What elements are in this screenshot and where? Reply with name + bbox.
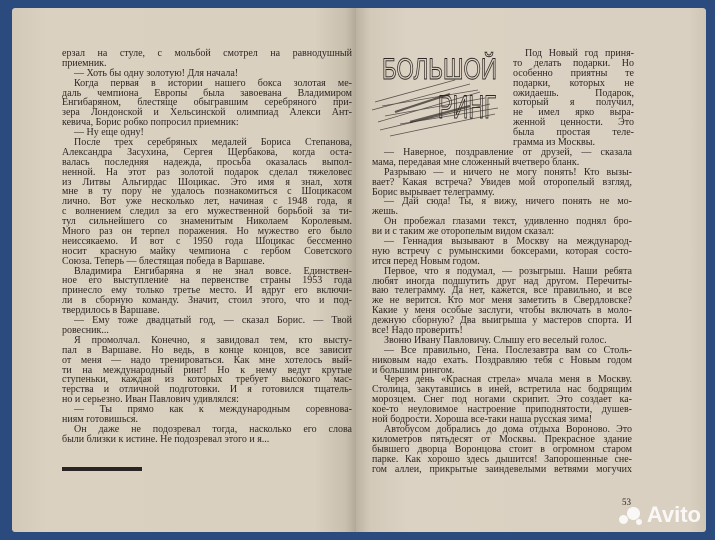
watermark-text: Avito bbox=[646, 502, 701, 527]
text-line: кевича, Борис робко попросил приемник: bbox=[62, 117, 239, 129]
text-line: Александра Засухина, Сергея Щербакова, когда оста- bbox=[62, 146, 352, 158]
text-line: ваю телеграмму. Да нет, кажется, все правильно, и все bbox=[372, 285, 632, 297]
text-line: неиссякаемо. И вот с 1950 года Шоцикас бессменно bbox=[62, 235, 352, 247]
text-line: Енгибаряном, блестяще обыгравшим серебряного при- bbox=[62, 97, 352, 109]
text-line: валась последняя надежда, просьба оказалась выпол- bbox=[62, 156, 352, 168]
text-line: Разрываю — и ничего не могу понять! Кто вызы- bbox=[384, 166, 632, 178]
text-line: женной ценности. Это bbox=[513, 117, 634, 129]
text-line: твердилось в Варшаве. bbox=[62, 305, 160, 317]
text-line: дежную сборную? Два выигрыша у мастеров спорта. И bbox=[372, 315, 632, 327]
text-line: который я получил, bbox=[513, 97, 634, 109]
text-line: ли в сборную команду. Значит, стоил этого, что и под- bbox=[62, 295, 352, 307]
right-page bbox=[356, 8, 706, 532]
text-line: не имел ярко выра- bbox=[513, 107, 634, 119]
avito-logo-icon bbox=[619, 505, 643, 525]
title-line-2: РИНГ bbox=[438, 89, 496, 125]
text-line: ожидаешь. Подарок, bbox=[513, 87, 634, 99]
text-line: парке. Как хорошо здесь дышится! Запорошенные сне- bbox=[372, 453, 632, 465]
text-line: лично. Вот уже несколько лет, начиная с 1948 года, я bbox=[62, 196, 352, 208]
text-line: с волнением следил за его мужественной борьбой за ти- bbox=[62, 206, 352, 218]
text-line: Много раз он терпел поражения. Но мужество его было bbox=[62, 226, 352, 238]
text-line: Борис вырывает телеграмму. bbox=[372, 186, 495, 198]
text-line: грамма из Москвы. bbox=[513, 137, 595, 149]
text-line: — Ты прямо как к международным соревнова- bbox=[74, 404, 352, 416]
text-line: — Дай сюда! Ты, я вижу, ничего понять не мо- bbox=[384, 196, 632, 208]
text-line: Столица, закутавшись в иней, встретила нас бодрящим bbox=[372, 384, 632, 396]
text-line: из Литвы Альгирдас Шоцикас. Это имя я знал, хотя bbox=[62, 176, 352, 188]
text-line: Какие у меня особые заслуги, чтобы включать в моло- bbox=[372, 305, 632, 317]
text-line: принесло ему только третье место. И вдруг его включи- bbox=[62, 285, 352, 297]
text-line: Первое, что я подумал, — розыгрыш. Наши ребята bbox=[384, 265, 632, 277]
text-line: Звоню Ивану Павловичу. Слышу его веселый голос. bbox=[384, 334, 607, 346]
text-line: Владимира Енгибаряна я не знал вовсе. Единствен- bbox=[74, 265, 352, 277]
text-line: морозцем. Снег под ногами скрипит. Это создает ка- bbox=[372, 394, 632, 406]
text-line: Под Новый год приня- bbox=[525, 48, 634, 59]
text-line: — Хоть бы одну золотую! Для начала! bbox=[74, 67, 239, 79]
text-line: все! Надо проверить! bbox=[372, 325, 463, 337]
text-line: приемник. bbox=[62, 57, 107, 69]
text-line: но и серьезно. Иван Павлович удивлялся: bbox=[62, 394, 239, 406]
text-line: — Все правильно, Гена. Послезавтра вам со Столь- bbox=[384, 344, 632, 356]
text-line: жешь. bbox=[372, 206, 398, 218]
text-line: зера Лондонской и Хельсинской олимпиад Алекси Ант- bbox=[62, 107, 352, 119]
text-line: то делать подарки. Но bbox=[513, 57, 634, 69]
text-line: была простая теле- bbox=[513, 127, 634, 139]
text-line: — Наверное, поздравление от друзей, — сказала bbox=[384, 147, 632, 158]
text-line: носит красную майку чемпиона с гербом Советского bbox=[62, 245, 352, 257]
text-line: — Геннадия вызывают в Москву на международ- bbox=[384, 236, 632, 248]
text-line: любят иногда подшутить друг над другом. Перечиты- bbox=[372, 275, 632, 287]
text-line: были близки к истине. Не подозревал этого и я... bbox=[62, 433, 270, 445]
text-line: — Ему тоже двадцатый год, — сказал Борис. — Твой bbox=[74, 315, 352, 327]
text-line: Через день «Красная стрела» мчала меня в Москву. bbox=[384, 374, 632, 386]
text-line: от меня — надо тренироваться. Как мне хотелось вый- bbox=[62, 354, 352, 366]
text-line: пал в Варшаве. Но ведь, в конце концов, все зависит bbox=[62, 344, 352, 356]
right-page-text bbox=[372, 148, 632, 474]
text-line: вает? Какая встреча? Увидев мой оторопелый взгляд, bbox=[372, 176, 632, 188]
text-line: Он даже не подозревал тогда, насколько его слова bbox=[74, 423, 352, 435]
right-page-intro-text bbox=[513, 49, 634, 148]
text-line: кое-то неуловимое настроение приподнятости, душев- bbox=[372, 404, 632, 416]
text-line: никовым надо ехать. Поздравляю тебя с Новым годом bbox=[372, 354, 632, 366]
text-line: ной бодрости. Хороша все-таки наша русская зима! bbox=[372, 414, 593, 426]
text-line: даль чемпиона Европы была завоевана Владимиром bbox=[62, 87, 352, 99]
text-line: мне в ту пору не удалось познакомиться с Шоцикасом bbox=[62, 186, 352, 198]
text-line: подарки, которых не bbox=[513, 77, 634, 89]
page-number: 53 bbox=[622, 497, 631, 507]
text-line: ненной. На этот раз золотой подарок сделал тяжеловес bbox=[62, 166, 352, 178]
text-line: ровесник... bbox=[62, 324, 109, 336]
text-line: ится перед Новым годом. bbox=[372, 255, 480, 267]
text-line: ти на международный ринг! Но к нему ведут крутые bbox=[62, 364, 352, 376]
text-line: ерзал на стуле, с мольбой смотрел на равнодушный bbox=[62, 48, 352, 59]
text-line: гом аллеи, прикрытые заиндевелыми ветвями могучих bbox=[372, 463, 632, 475]
text-line: ниям готовишься. bbox=[62, 413, 138, 425]
text-line: мама, передавая мне сложенный вчетверо бланк. bbox=[372, 156, 580, 168]
chapter-title-art bbox=[360, 32, 537, 142]
text-line: ную встречу с румынскими боксерами, которая состо- bbox=[372, 245, 632, 257]
text-line: — Ну еще одну! bbox=[74, 127, 144, 139]
text-line: После трех серебряных медалей Бориса Степанова, bbox=[74, 137, 352, 149]
text-line: Когда первая в истории нашего бокса золотая ме- bbox=[74, 77, 352, 89]
text-line: Автобусом добрались до дома отдыха Вороново. Это bbox=[384, 423, 632, 435]
text-line: километров пятьдесят от Москвы. Прекрасное здание bbox=[372, 433, 632, 445]
avito-watermark bbox=[619, 502, 701, 528]
text-line: ступеньки, каждая из которых требует высокого мас- bbox=[62, 374, 352, 386]
title-line-1: БОЛЬШОЙ bbox=[382, 53, 537, 86]
text-line: и большим рингом. bbox=[372, 364, 455, 376]
left-page bbox=[12, 8, 356, 532]
text-line: ное его выступление на первенстве страны 1953 года bbox=[62, 275, 352, 287]
text-line: Я промолчал. Конечно, я завидовал тем, кто высту- bbox=[74, 334, 352, 346]
text-line: же не верится. Кто мог меня заметить в Свердловске? bbox=[372, 295, 632, 307]
text-line: Союза. Теперь — блестящая победа в Варшаве. bbox=[62, 255, 265, 267]
text-line: Он пробежал глазами текст, удивленно поднял бро- bbox=[384, 216, 632, 228]
section-end-rule bbox=[62, 467, 142, 471]
text-line: особенно приятны те bbox=[513, 67, 634, 79]
left-page-text bbox=[62, 49, 352, 445]
text-line: тул сильнейшего со знаменитым Николаем Королевым. bbox=[62, 216, 352, 228]
text-line: ви и с таким же оторопелым видом сказал: bbox=[372, 226, 555, 238]
text-line: терства и отличной подготовки. И я готовился тщатель- bbox=[62, 384, 352, 396]
text-line: бывшего дворца Воронцова стоит в огромном старом bbox=[372, 443, 632, 455]
